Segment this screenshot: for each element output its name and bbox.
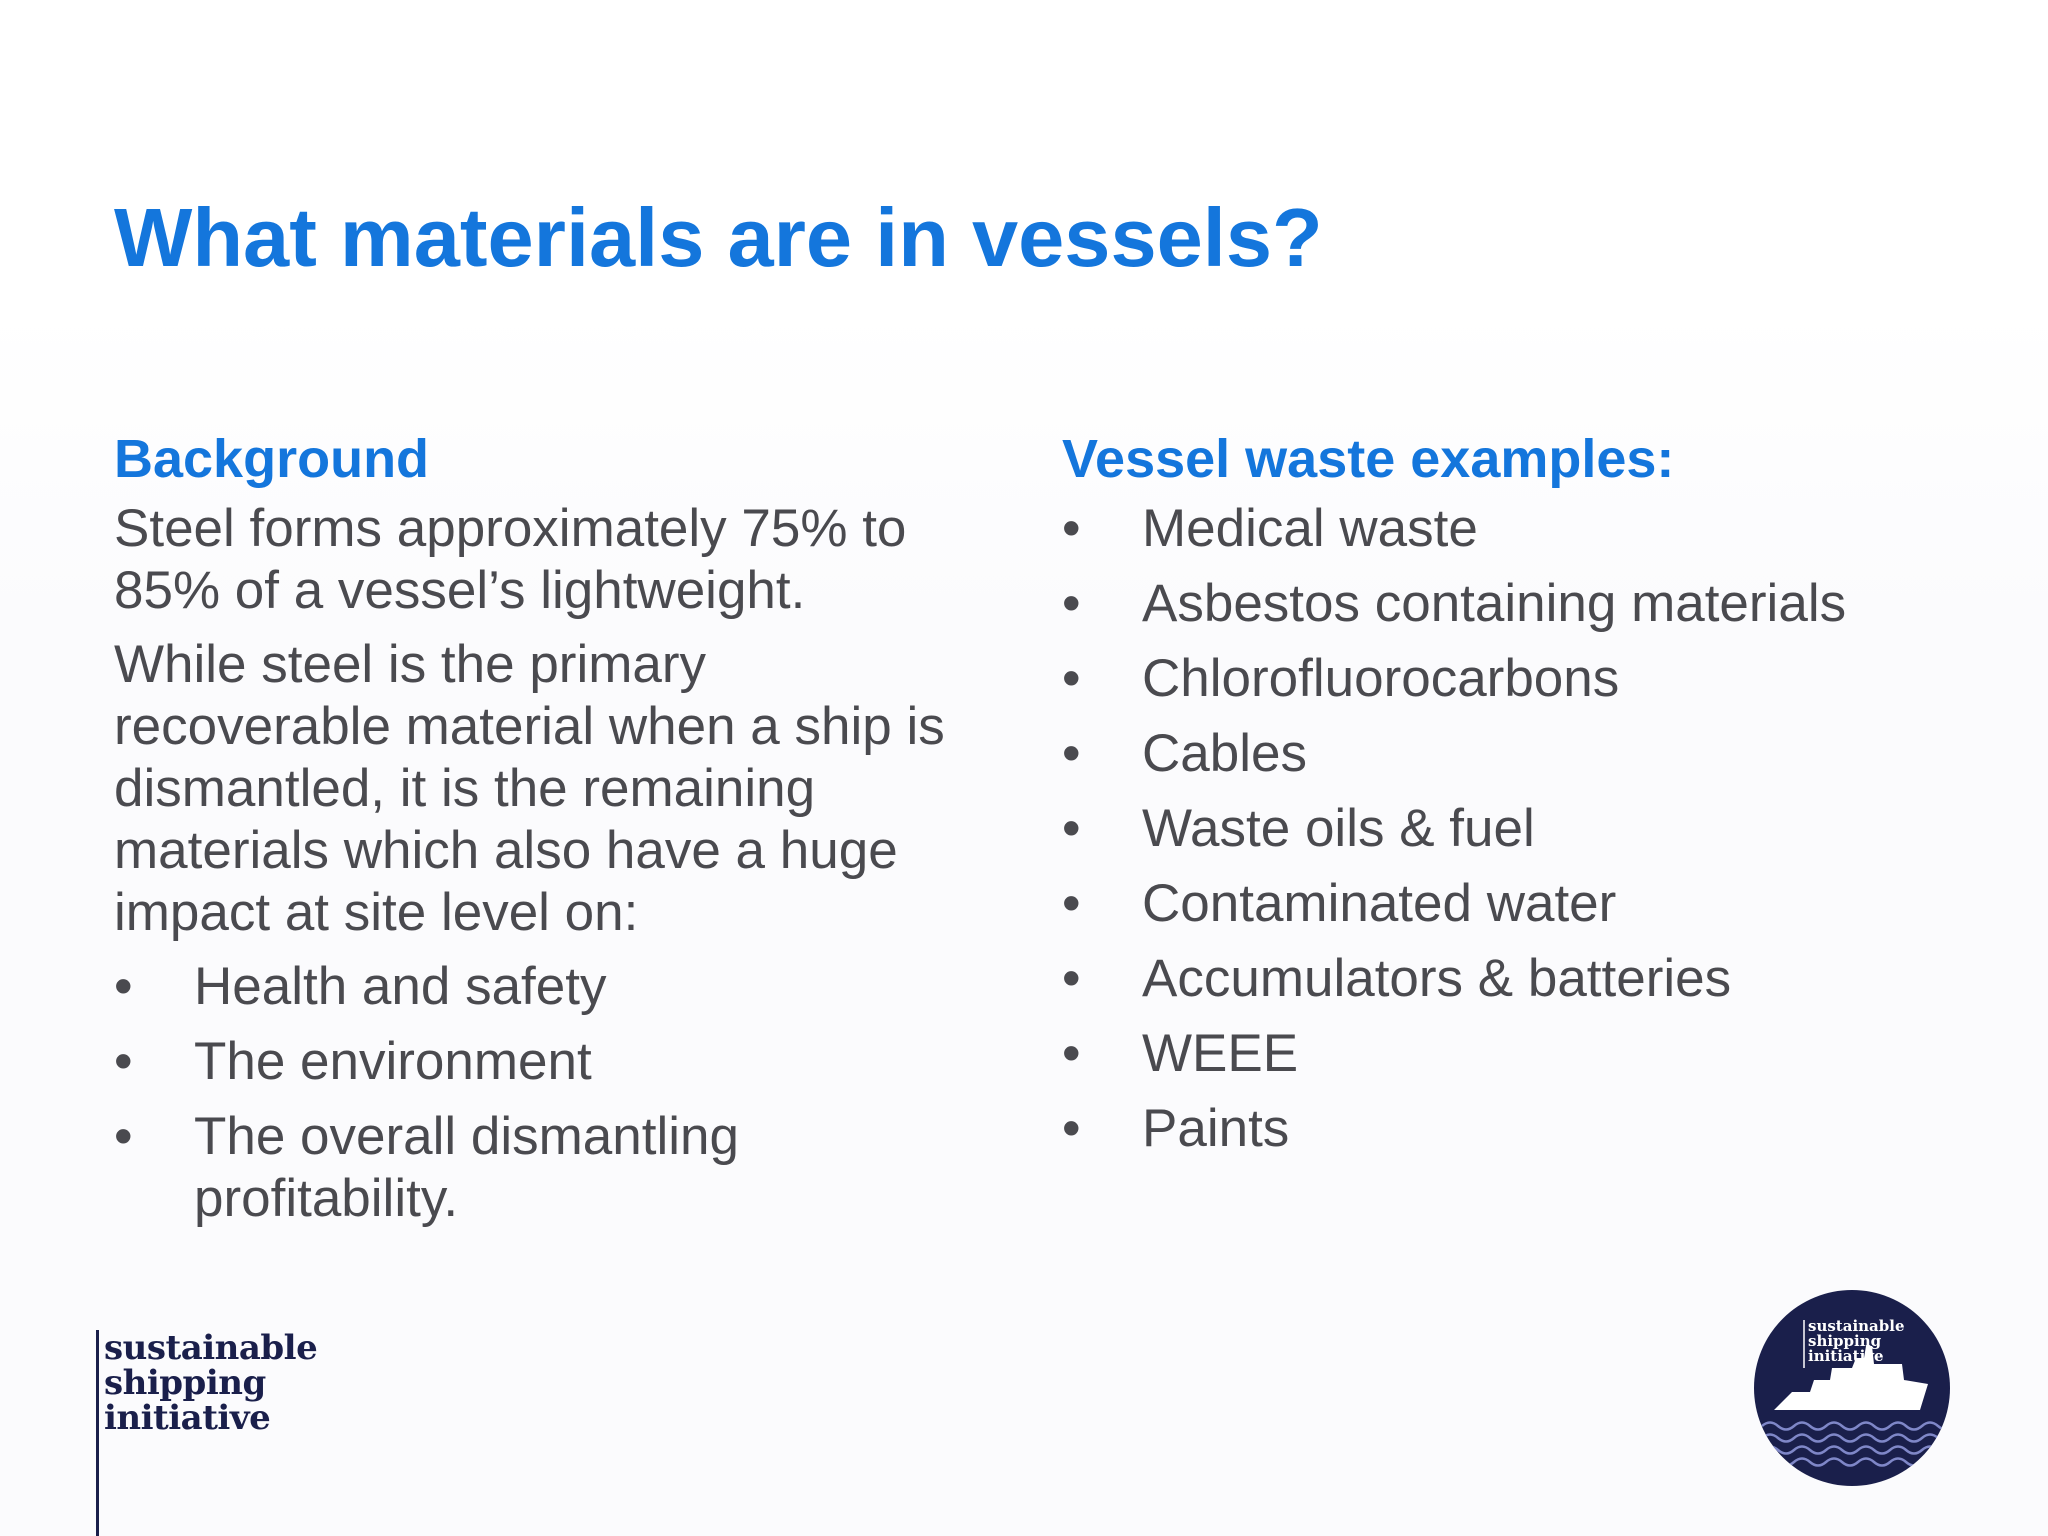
background-paragraph-1: Steel forms approximately 75% to 85% of a vessel’s lightweight. [114,499,907,620]
background-column [114,428,994,1243]
waste-item-text: Chlorofluorocarbons [1142,649,1620,708]
waste-list-item [1062,648,1962,710]
impact-item-text: The overall dismantling profitability. [194,1107,739,1228]
ssi-wordmark-logo [96,1330,386,1536]
impact-list-item [114,956,994,1018]
bullet-icon: • [1062,1024,1081,1083]
waste-list-item [1062,1098,1962,1160]
bullet-icon: • [1062,574,1081,633]
waste-item-text: Contaminated water [1142,874,1617,933]
waste-list-item [1062,573,1962,635]
bullet-icon: • [1062,799,1081,858]
bullet-icon: • [114,957,133,1016]
badge-logo-word: sustainable [1808,1317,1905,1335]
impact-list-item [114,1031,994,1093]
waste-examples-heading: Vessel waste examples: [1062,429,1675,489]
waste-list-item [1062,1023,1962,1085]
waste-item-text: Cables [1142,724,1307,783]
waste-item-text: WEEE [1142,1024,1299,1083]
badge-logo-word: initiative [1808,1347,1884,1365]
bullet-icon: • [1062,949,1081,1008]
impact-item-text: The environment [194,1032,592,1091]
bullet-icon: • [1062,874,1081,933]
waste-list-item [1062,948,1962,1010]
badge-logo-word: shipping [1808,1332,1882,1350]
waste-list-item [1062,723,1962,785]
impact-list [114,956,994,1230]
bullet-icon: • [114,1032,133,1091]
bullet-icon: • [1062,1099,1081,1158]
background-heading: Background [114,429,430,489]
waste-item-text: Asbestos containing materials [1142,574,1847,633]
bullet-icon: • [1062,499,1081,558]
bullet-icon: • [1062,649,1081,708]
impact-list-item [114,1106,994,1230]
waste-item-text: Accumulators & batteries [1142,949,1732,1008]
waste-list-item [1062,873,1962,935]
logo-word: initiative [104,1398,271,1438]
ssi-badge-logo [1752,1288,1952,1488]
waste-item-text: Medical waste [1142,499,1478,558]
logo-word: sustainable [104,1328,318,1368]
bullet-icon: • [1062,724,1081,783]
waste-item-text: Waste oils & fuel [1142,799,1535,858]
logo-word: shipping [104,1363,266,1403]
impact-item-text: Health and safety [194,957,607,1016]
background-paragraph-2: While steel is the primary recoverable material when a ship is dismantled, it is the remaining materials which also have a huge impact at site level on: [114,635,945,942]
logo-divider [96,1330,99,1536]
waste-list-item [1062,798,1962,860]
bullet-icon: • [114,1107,133,1166]
waste-examples-column [1062,428,1962,1173]
waste-list [1062,498,1962,1160]
waste-list-item [1062,498,1962,560]
slide-title: What materials are in vessels? [114,191,1323,284]
ship-badge-icon [1752,1288,1952,1488]
waste-item-text: Paints [1142,1099,1290,1158]
